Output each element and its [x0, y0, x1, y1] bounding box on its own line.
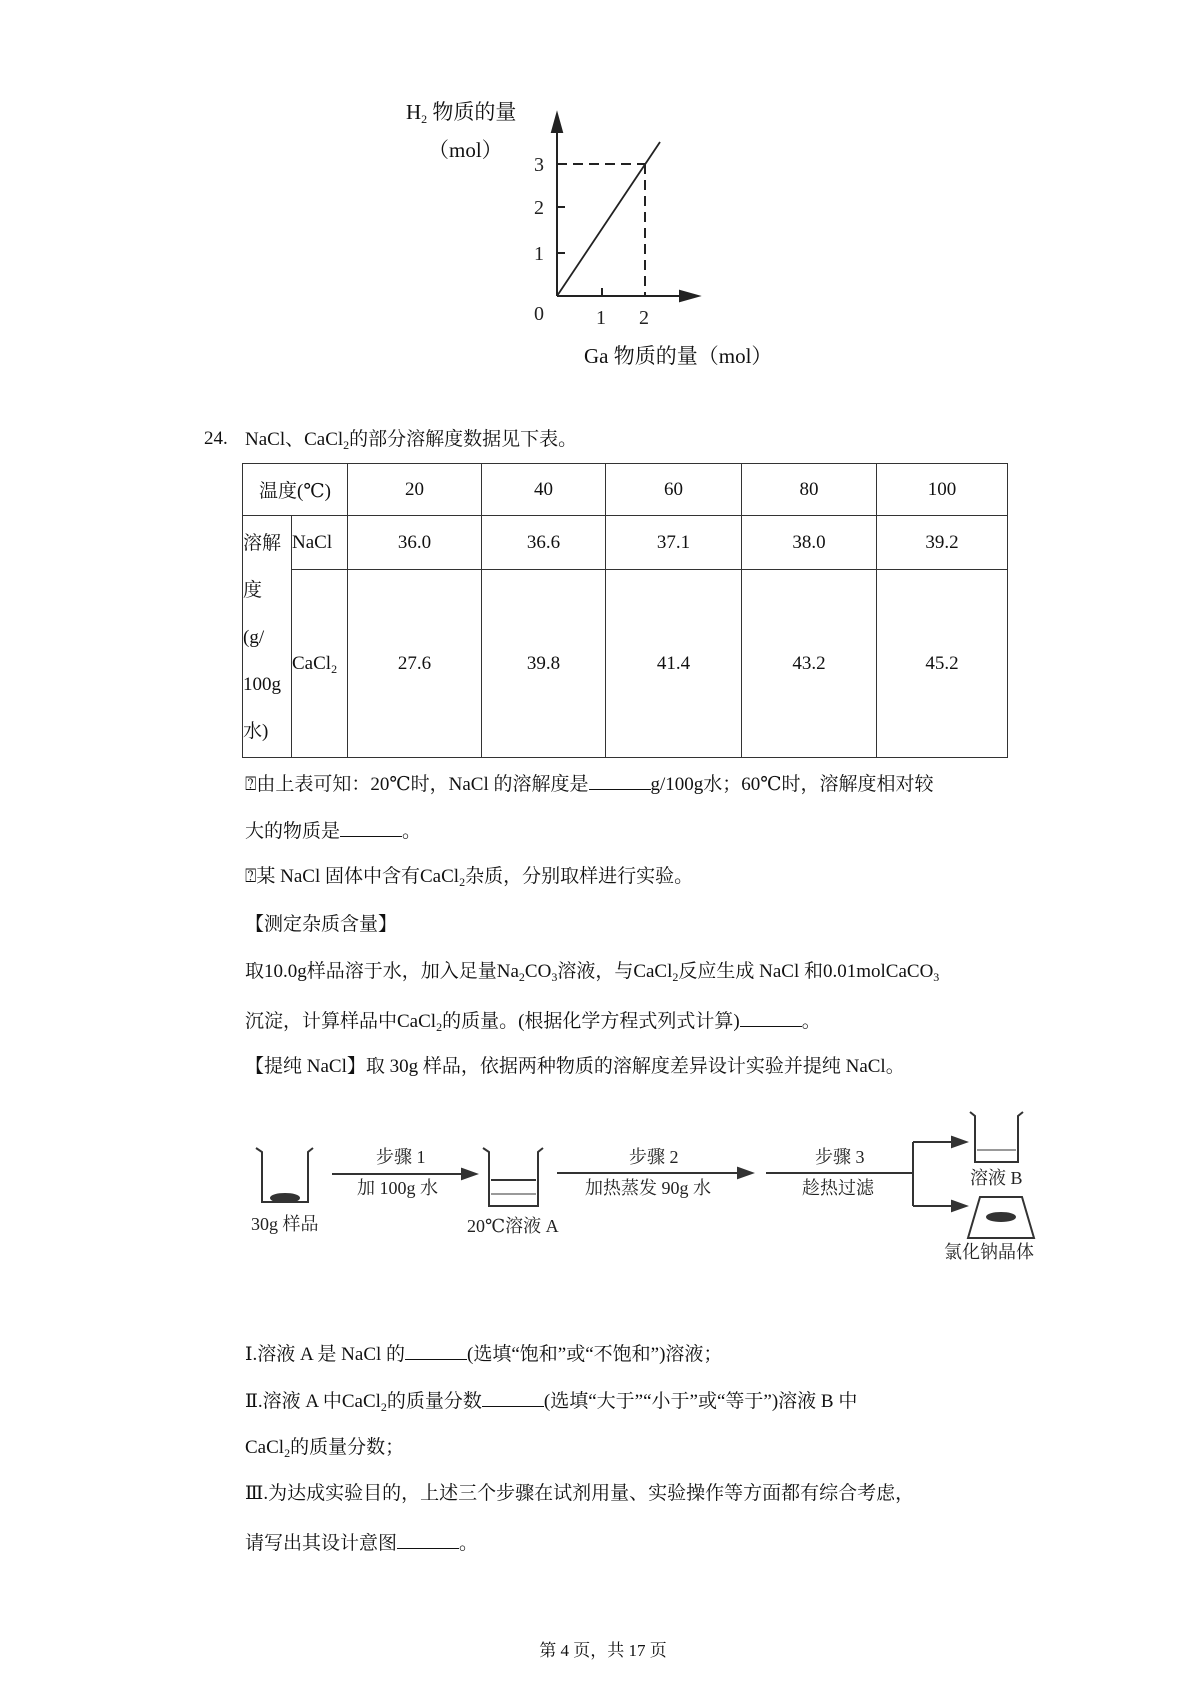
- x-tick-label: 2: [639, 307, 649, 329]
- value-cell: 27.6: [348, 570, 482, 758]
- step1-label: 步骤 1: [376, 1147, 426, 1167]
- y-label-rest: 物质的量: [427, 100, 517, 124]
- beaker-solution-a-icon: [483, 1148, 543, 1206]
- h2-ga-graph: [520, 110, 720, 340]
- subscript: 2: [672, 970, 679, 984]
- text-segment: 的质量分数；: [290, 1437, 405, 1458]
- text-segment: (选填“大于”“小于”或“等于”)溶液 B 中: [543, 1391, 858, 1412]
- text-segment: g/100g水；60℃时，溶解度相对较: [650, 774, 934, 795]
- subscript: 2: [284, 1446, 291, 1460]
- text-segment: 取10.0g样品溶于水，加入足量Na: [245, 961, 519, 982]
- group-label-line: 溶解: [243, 533, 282, 554]
- temp-cell: 80: [742, 464, 877, 516]
- text-segment: CO: [524, 961, 552, 982]
- x-tick-label: 1: [596, 307, 606, 329]
- text-segment: 【提纯 NaCl】取 30g 样品，依据两种物质的溶解度差异设计实验并提纯 NaCl。: [245, 1056, 905, 1077]
- answer-blank: [397, 1530, 459, 1549]
- sub-question-3-cont: [245, 1530, 478, 1556]
- value-cell: 36.6: [482, 516, 606, 570]
- value-cell: 39.2: [877, 516, 1008, 570]
- value-cell: 43.2: [742, 570, 877, 758]
- value-cell: 45.2: [877, 570, 1008, 758]
- text-segment: 的部分溶解度数据见下表。: [349, 429, 578, 450]
- subscript: 3: [551, 970, 558, 984]
- text-line: [245, 818, 421, 844]
- solution-a-label: 20℃溶液 A: [467, 1216, 559, 1236]
- text-segment: 【测定杂质含量】: [245, 914, 398, 935]
- text-segment: 。: [801, 1011, 821, 1032]
- text-line: [245, 1008, 821, 1034]
- text-segment: 的质量分数: [386, 1391, 482, 1412]
- group-label-line: (g/: [243, 627, 265, 648]
- text-segment: ⍰某 NaCl 固体中含有CaCl: [245, 866, 460, 887]
- value-cell: 39.8: [482, 570, 606, 758]
- group-label-line: 水): [243, 721, 269, 742]
- temp-cell: 40: [482, 464, 606, 516]
- value-cell: 41.4: [606, 570, 742, 758]
- question-intro: [245, 428, 577, 452]
- text-segment: 。: [402, 821, 422, 842]
- text-segment: 。: [459, 1533, 479, 1554]
- group-label-line: 度: [243, 580, 263, 601]
- step2-label: 步骤 2: [629, 1147, 679, 1167]
- temp-cell: 100: [877, 464, 1008, 516]
- text-segment: 杂质，分别取样进行实验。: [465, 866, 694, 887]
- text-segment: 沉淀，计算样品中CaCl: [245, 1011, 437, 1032]
- text-segment: 大的物质是: [245, 821, 341, 842]
- row-name: [292, 570, 348, 758]
- temp-header: 温度(℃): [243, 464, 348, 516]
- sample-label: 30g 样品: [251, 1214, 319, 1234]
- text-line: [245, 865, 693, 889]
- step3-action: 趁热过滤: [802, 1178, 874, 1198]
- question-number: 24.: [204, 428, 228, 449]
- text-segment: 反应生成 NaCl 和0.01molCaCO: [678, 961, 934, 982]
- sub-question-3: [245, 1482, 914, 1506]
- row-name: NaCl: [292, 516, 348, 570]
- solution-b-label: 溶液 B: [970, 1168, 1023, 1188]
- answer-blank: [340, 818, 402, 837]
- text-segment: Ⅲ.为达成实验目的，上述三个步骤在试剂用量、实验操作等方面都有综合考虑，: [245, 1483, 915, 1504]
- graph-y-label: [406, 96, 516, 126]
- solubility-table: [242, 463, 1008, 758]
- y-tick-label: 1: [534, 243, 544, 265]
- answer-blank: [740, 1008, 802, 1027]
- text-segment: ⍰由上表可知：20℃时，NaCl 的溶解度是: [245, 774, 589, 795]
- text-segment: 溶液，与CaCl: [557, 961, 673, 982]
- section-heading: [245, 913, 397, 937]
- solubility-group-label: [243, 516, 292, 758]
- group-label-line: 100g: [243, 674, 281, 695]
- text-segment: 请写出其设计意图: [245, 1533, 398, 1554]
- text-line: [245, 771, 934, 797]
- text-segment: Ⅰ.溶液 A 是 NaCl 的: [245, 1344, 406, 1365]
- crystal-label: 氯化钠晶体: [944, 1242, 1034, 1262]
- subscript: 3: [933, 970, 940, 984]
- y-label-h: H: [406, 100, 422, 124]
- value-cell: 36.0: [348, 516, 482, 570]
- y-label-sub: 2: [421, 112, 428, 126]
- answer-blank: [589, 771, 651, 790]
- y-tick-label: 3: [534, 154, 544, 176]
- row-name-text: CaCl: [292, 652, 332, 674]
- graph-y-unit: （mol）: [428, 138, 503, 162]
- graph-x-label: Ga 物质的量（mol）: [584, 344, 773, 368]
- page-number: 第 4 页，共 17 页: [539, 1641, 667, 1660]
- subscript: 2: [518, 970, 525, 984]
- sub-question-2: [245, 1388, 857, 1414]
- y-tick-label: 2: [534, 197, 544, 219]
- sub-question-2-cont: [245, 1436, 404, 1460]
- step3-label: 步骤 3: [815, 1147, 865, 1167]
- subscript: 2: [343, 438, 350, 452]
- y-axis-arrow: [552, 114, 562, 132]
- section-heading: [245, 1055, 905, 1079]
- text-segment: (选填“饱和”或“不饱和”)溶液；: [467, 1344, 723, 1365]
- text-line: [245, 960, 939, 984]
- step1-action: 加 100g 水: [357, 1178, 438, 1198]
- row-name-sub: 2: [331, 661, 338, 676]
- value-cell: 37.1: [606, 516, 742, 570]
- text-segment: 的质量。(根据化学方程式列式计算): [442, 1011, 740, 1032]
- subscript: 2: [380, 1400, 387, 1414]
- purification-diagram: [0, 1100, 1100, 1270]
- origin-label: 0: [534, 303, 544, 325]
- temp-cell: 60: [606, 464, 742, 516]
- temp-cell: 20: [348, 464, 482, 516]
- text-segment: CaCl: [245, 1437, 285, 1458]
- answer-blank: [405, 1341, 467, 1360]
- beaker-solution-b-icon: [970, 1112, 1023, 1162]
- sub-question-1: [245, 1341, 722, 1367]
- subscript: 2: [459, 875, 466, 889]
- step2-action: 加热蒸发 90g 水: [585, 1178, 711, 1198]
- text-segment: NaCl、CaCl: [245, 429, 344, 450]
- subscript: 2: [436, 1020, 443, 1034]
- text-segment: Ⅱ.溶液 A 中CaCl: [245, 1391, 381, 1412]
- answer-blank: [482, 1388, 544, 1407]
- value-cell: 38.0: [742, 516, 877, 570]
- x-axis-arrow: [680, 291, 698, 301]
